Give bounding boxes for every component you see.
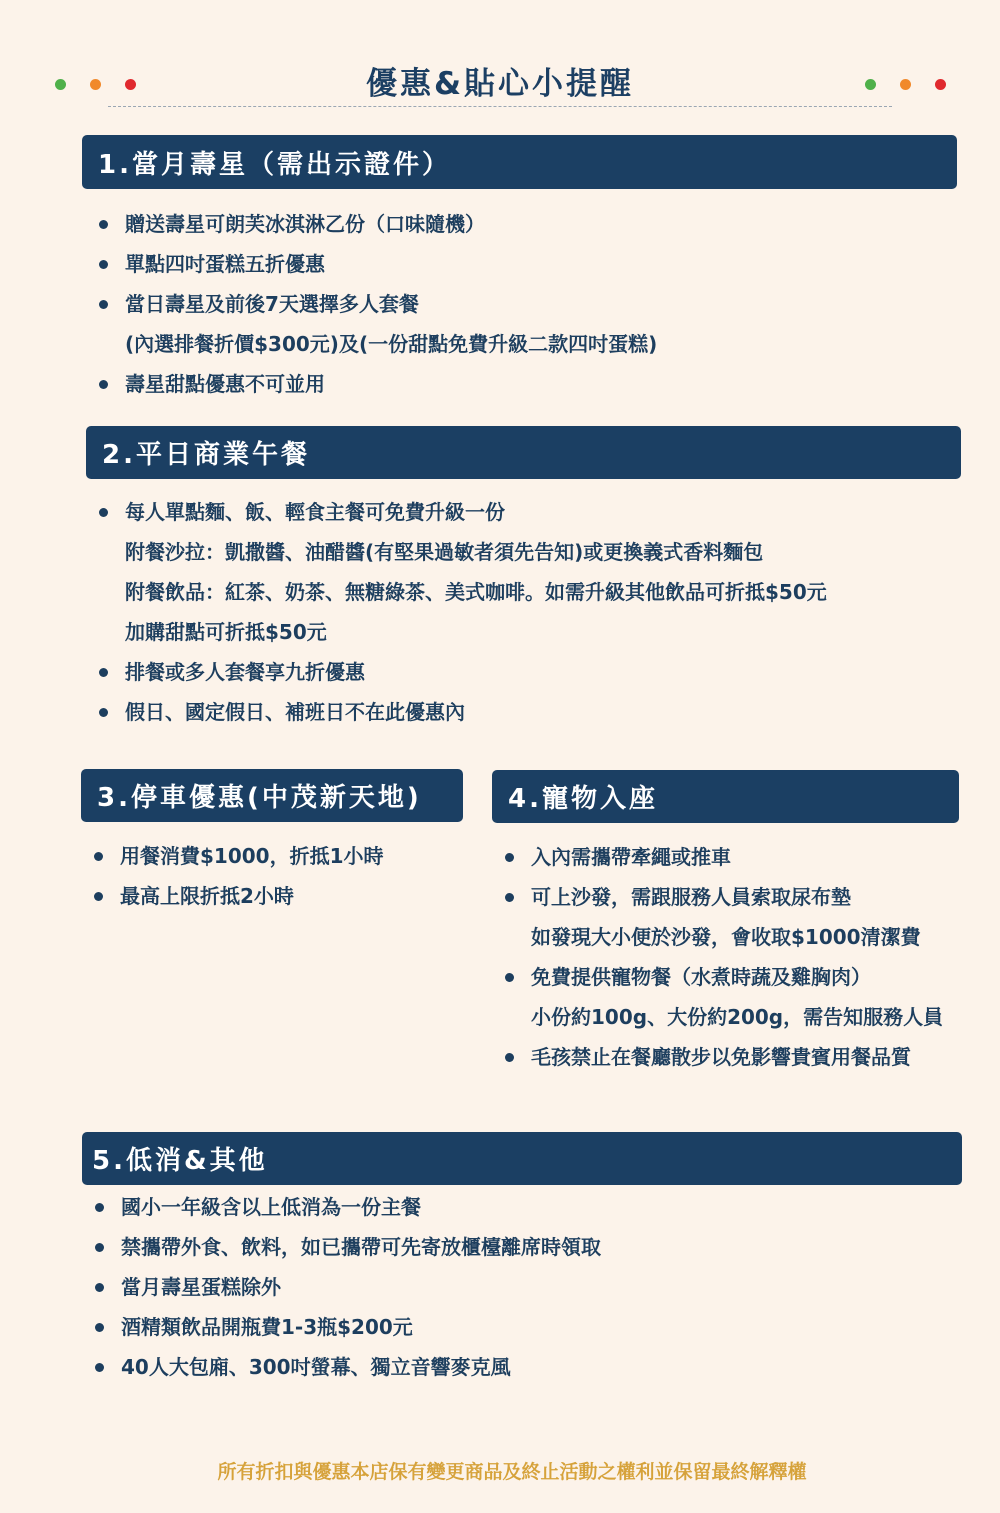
list-item: 附餐沙拉：凱撒醬、油醋醬(有堅果過敏者須先告知)或更換義式香料麵包	[125, 540, 764, 564]
dot-orange	[90, 79, 101, 90]
list-item: 40人大包廂、300吋螢幕、獨立音響麥克風	[121, 1347, 601, 1387]
list-item: 酒精類飲品開瓶費1-3瓶$200元	[121, 1307, 601, 1347]
list-item: 免費提供寵物餐（水煮時蔬及雞胸肉）	[531, 957, 943, 997]
section-list-parking	[120, 836, 384, 916]
dot-green	[865, 79, 876, 90]
list-item: 每人單點麵、飯、輕食主餐可免費升級一份	[125, 492, 827, 532]
dot-red	[125, 79, 136, 90]
section-list-weekday-lunch	[125, 492, 827, 732]
dot-red	[935, 79, 946, 90]
list-item: 單點四吋蛋糕五折優惠	[125, 244, 657, 284]
list-item: 小份約100g、大份約200g，需告知服務人員	[531, 1005, 944, 1029]
list-item: 贈送壽星可朗芙冰淇淋乙份（口味隨機）	[125, 204, 657, 244]
section-list-minimum-charge	[121, 1187, 601, 1387]
list-item: 用餐消費$1000，折抵1小時	[120, 836, 384, 876]
list-item: 附餐飲品：紅茶、奶茶、無糖綠茶、美式咖啡。如需升級其他飲品可折抵$50元	[125, 580, 827, 604]
list-item: 當月壽星蛋糕除外	[121, 1267, 601, 1307]
section-heading-weekday-lunch: 2.平日商業午餐	[86, 426, 961, 479]
dot-green	[55, 79, 66, 90]
section-list-birthday	[125, 204, 657, 404]
page-title: 優惠&貼心小提醒	[365, 66, 635, 102]
section-heading-pets: 4.寵物入座	[492, 770, 959, 823]
section-list-pets	[531, 837, 943, 1077]
list-item: 如發現大小便於沙發，會收取$1000清潔費	[531, 925, 921, 949]
list-item: 加購甜點可折抵$50元	[125, 620, 327, 644]
list-item: 當日壽星及前後7天選擇多人套餐	[125, 284, 657, 324]
list-item: 最高上限折抵2小時	[120, 876, 384, 916]
section-heading-parking: 3.停車優惠(中茂新天地)	[81, 769, 463, 822]
dot-orange	[900, 79, 911, 90]
section-heading-minimum-charge: 5.低消&其他	[82, 1132, 962, 1185]
list-item: 壽星甜點優惠不可並用	[125, 364, 657, 404]
list-item: 排餐或多人套餐享九折優惠	[125, 652, 827, 692]
decorative-dots-right	[865, 79, 947, 91]
list-item: 毛孩禁止在餐廳散步以免影響貴賓用餐品質	[531, 1037, 943, 1077]
list-item: 可上沙發，需跟服務人員索取尿布墊	[531, 877, 943, 917]
list-item: 入內需攜帶牽繩或推車	[531, 837, 943, 877]
footer-disclaimer: 所有折扣與優惠本店保有變更商品及終止活動之權利並保留最終解釋權	[217, 1461, 807, 1483]
decorative-dots-left	[55, 79, 135, 91]
section-heading-birthday: 1.當月壽星（需出示證件）	[82, 135, 957, 189]
list-item: 國小一年級含以上低消為一份主餐	[121, 1187, 601, 1227]
list-item: 禁攜帶外食、飲料，如已攜帶可先寄放櫃檯離席時領取	[121, 1227, 601, 1267]
list-item: (內選排餐折價$300元)及(一份甜點免費升級二款四吋蛋糕)	[125, 332, 658, 356]
list-item: 假日、國定假日、補班日不在此優惠內	[125, 692, 827, 732]
dashed-divider	[108, 106, 892, 107]
